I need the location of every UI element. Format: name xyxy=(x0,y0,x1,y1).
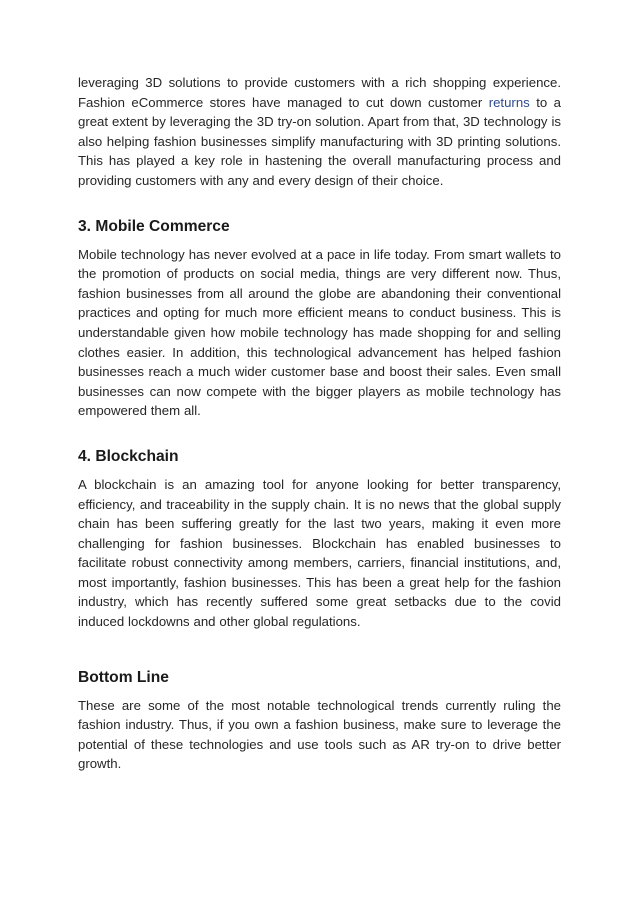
section-body-bottom-line: These are some of the most notable technological trends currently ruling the fashion industry. Thus, if you own a fashion business, make sure to leverage the potential of these technologies and use tools such as AR try-on to drive better growth. xyxy=(78,697,561,772)
intro-paragraph xyxy=(78,73,561,191)
document-page xyxy=(78,73,561,774)
section-body-mobile-commerce: Mobile technology has never evolved at a pace in life today. From smart wallets to the promotion of products on social media, things are very different now. Thus, fashion businesses from all around the globe are abandoning their conventional practices and opting for much more efficient means to conduct business. This is understandable given how mobile technology has made shopping for and selling clothes easier. In addition, this technological advancement has helped fashion businesses reach a much wider customer base and boost their sales. Even small businesses can now compete with the bigger players as mobile technology has empowered them all. xyxy=(78,246,561,419)
section-heading-bottom-line: Bottom Line xyxy=(78,668,169,686)
section-body-blockchain: A blockchain is an amazing tool for anyone looking for better transparency, efficiency, and traceability in the supply chain. It is no news that the global supply chain has been suffering greatly for the last two years, making it even more challenging for fashion businesses. Blockchain has enabled businesses to facilitate robust connectivity among members, carriers, financial institutions, and, most importantly, fashion businesses. This has been a great help for the fashion industry, which has recently suffered some great setbacks due to the covid induced lockdowns and other global regulations. xyxy=(78,476,561,630)
returns-link[interactable]: returns xyxy=(488,94,530,110)
intro-text-before-link: leveraging 3D solutions to provide customers with a rich shopping experience. Fashion eCommerce stores have managed to cut down customer xyxy=(78,75,561,110)
section-heading-mobile-commerce: 3. Mobile Commerce xyxy=(78,217,230,235)
intro-text-after-link: to a great extent by leveraging the 3D try-on solution. Apart from that, 3D technology is also helping fashion businesses simplify manufacturing with 3D printing solutions. This has played a key role in hastening the overall manufacturing process and providing customers with any and every design of their choice. xyxy=(78,94,561,188)
section-heading-blockchain: 4. Blockchain xyxy=(78,447,179,465)
